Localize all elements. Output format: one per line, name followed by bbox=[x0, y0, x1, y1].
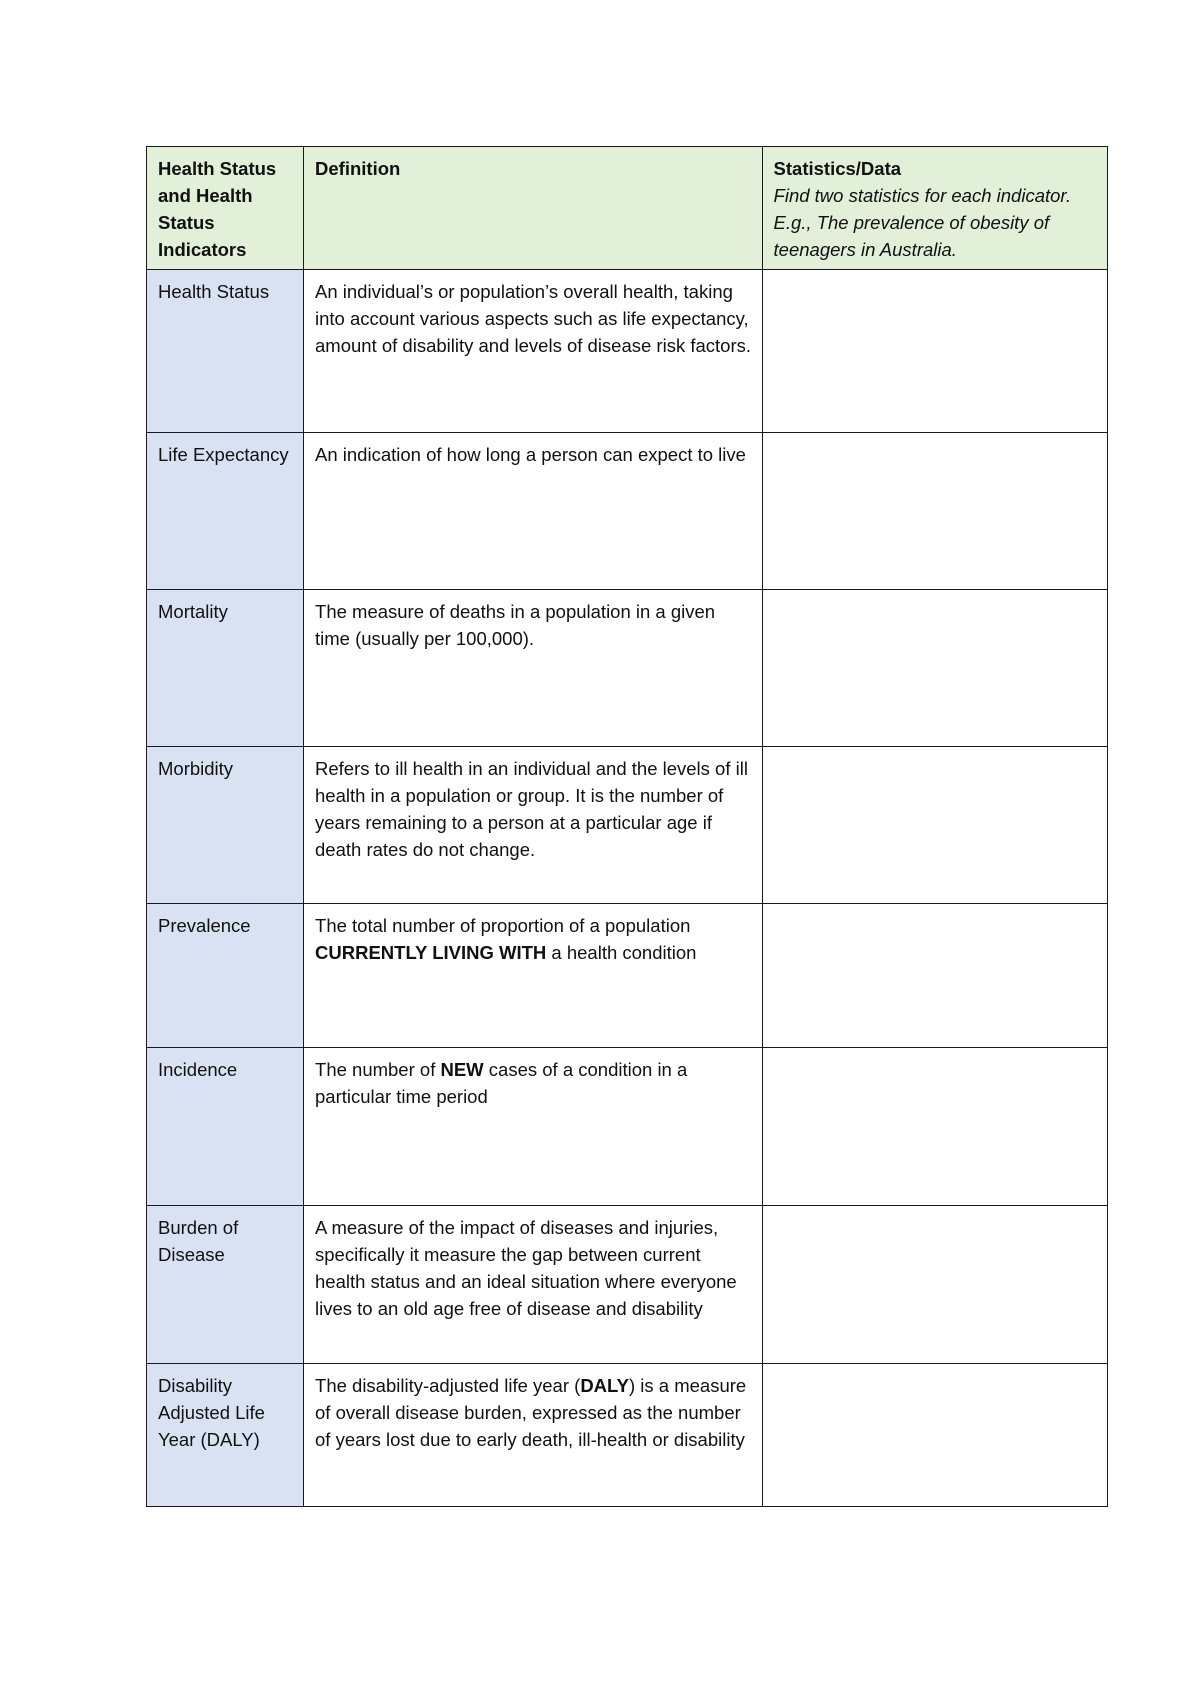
indicator-cell: Life Expectancy bbox=[147, 433, 304, 590]
definition-emphasis: DALY bbox=[580, 1375, 629, 1396]
table-row bbox=[147, 1048, 1108, 1206]
statistics-cell[interactable] bbox=[762, 1364, 1107, 1507]
definition-cell: A measure of the impact of diseases and injuries, specifically it measure the gap between current health status and an ideal situation where everyone lives to an old age free of disease and disability bbox=[304, 1206, 763, 1364]
table-row bbox=[147, 270, 1108, 433]
statistics-cell[interactable] bbox=[762, 270, 1107, 433]
header-definition-text: Definition bbox=[315, 158, 401, 179]
statistics-cell[interactable] bbox=[762, 747, 1107, 904]
definition-text: ) is a measure of overall disease burden, expressed as the number of years lost due to early death, ill-health or disability bbox=[315, 1375, 747, 1450]
header-indicator bbox=[147, 147, 304, 270]
table-row bbox=[147, 904, 1108, 1048]
indicator-cell: Incidence bbox=[147, 1048, 304, 1206]
table-row bbox=[147, 747, 1108, 904]
table-header-row bbox=[147, 147, 1108, 270]
definition-cell: Refers to ill health in an individual and the levels of ill health in a population or group. It is the number of years remaining to a person at a particular age if death rates do not change. bbox=[304, 747, 763, 904]
definition-text: The total number of proportion of a population bbox=[315, 915, 691, 936]
definition-emphasis: CURRENTLY LIVING WITH bbox=[315, 942, 547, 963]
header-statistics-title: Statistics/Data bbox=[773, 158, 902, 179]
definition-text: The disability-adjusted life year ( bbox=[315, 1375, 581, 1396]
table-row bbox=[147, 1364, 1108, 1507]
indicator-cell: Prevalence bbox=[147, 904, 304, 1048]
definition-cell: An indication of how long a person can expect to live bbox=[304, 433, 763, 590]
header-definition bbox=[304, 147, 763, 270]
table-row bbox=[147, 590, 1108, 747]
definition-cell bbox=[304, 904, 763, 1048]
definition-text: a health condition bbox=[546, 942, 697, 963]
definition-cell: An individual’s or population’s overall health, taking into account various aspects such as life expectancy, amount of disability and levels of disease risk factors. bbox=[304, 270, 763, 433]
statistics-cell[interactable] bbox=[762, 904, 1107, 1048]
indicator-cell: Morbidity bbox=[147, 747, 304, 904]
table-row bbox=[147, 1206, 1108, 1364]
header-statistics-instruction: Find two statistics for each indicator. E.g., The prevalence of obesity of teenagers in Australia. bbox=[773, 185, 1072, 260]
definition-text: cases of a condition in a particular time period bbox=[315, 1059, 688, 1107]
health-indicators-table bbox=[146, 146, 1108, 1507]
indicator-cell: Disability Adjusted Life Year (DALY) bbox=[147, 1364, 304, 1507]
definition-cell bbox=[304, 1364, 763, 1507]
definition-cell bbox=[304, 1048, 763, 1206]
statistics-cell[interactable] bbox=[762, 1206, 1107, 1364]
header-indicator-text: Health Status and Health Status Indicators bbox=[158, 158, 277, 260]
statistics-cell[interactable] bbox=[762, 590, 1107, 747]
statistics-cell[interactable] bbox=[762, 1048, 1107, 1206]
header-statistics bbox=[762, 147, 1107, 270]
indicator-cell: Health Status bbox=[147, 270, 304, 433]
indicator-cell: Mortality bbox=[147, 590, 304, 747]
table-row bbox=[147, 433, 1108, 590]
definition-cell: The measure of deaths in a population in a given time (usually per 100,000). bbox=[304, 590, 763, 747]
definition-text: The number of bbox=[315, 1059, 441, 1080]
indicator-cell: Burden of Disease bbox=[147, 1206, 304, 1364]
definition-emphasis: NEW bbox=[440, 1059, 484, 1080]
statistics-cell[interactable] bbox=[762, 433, 1107, 590]
